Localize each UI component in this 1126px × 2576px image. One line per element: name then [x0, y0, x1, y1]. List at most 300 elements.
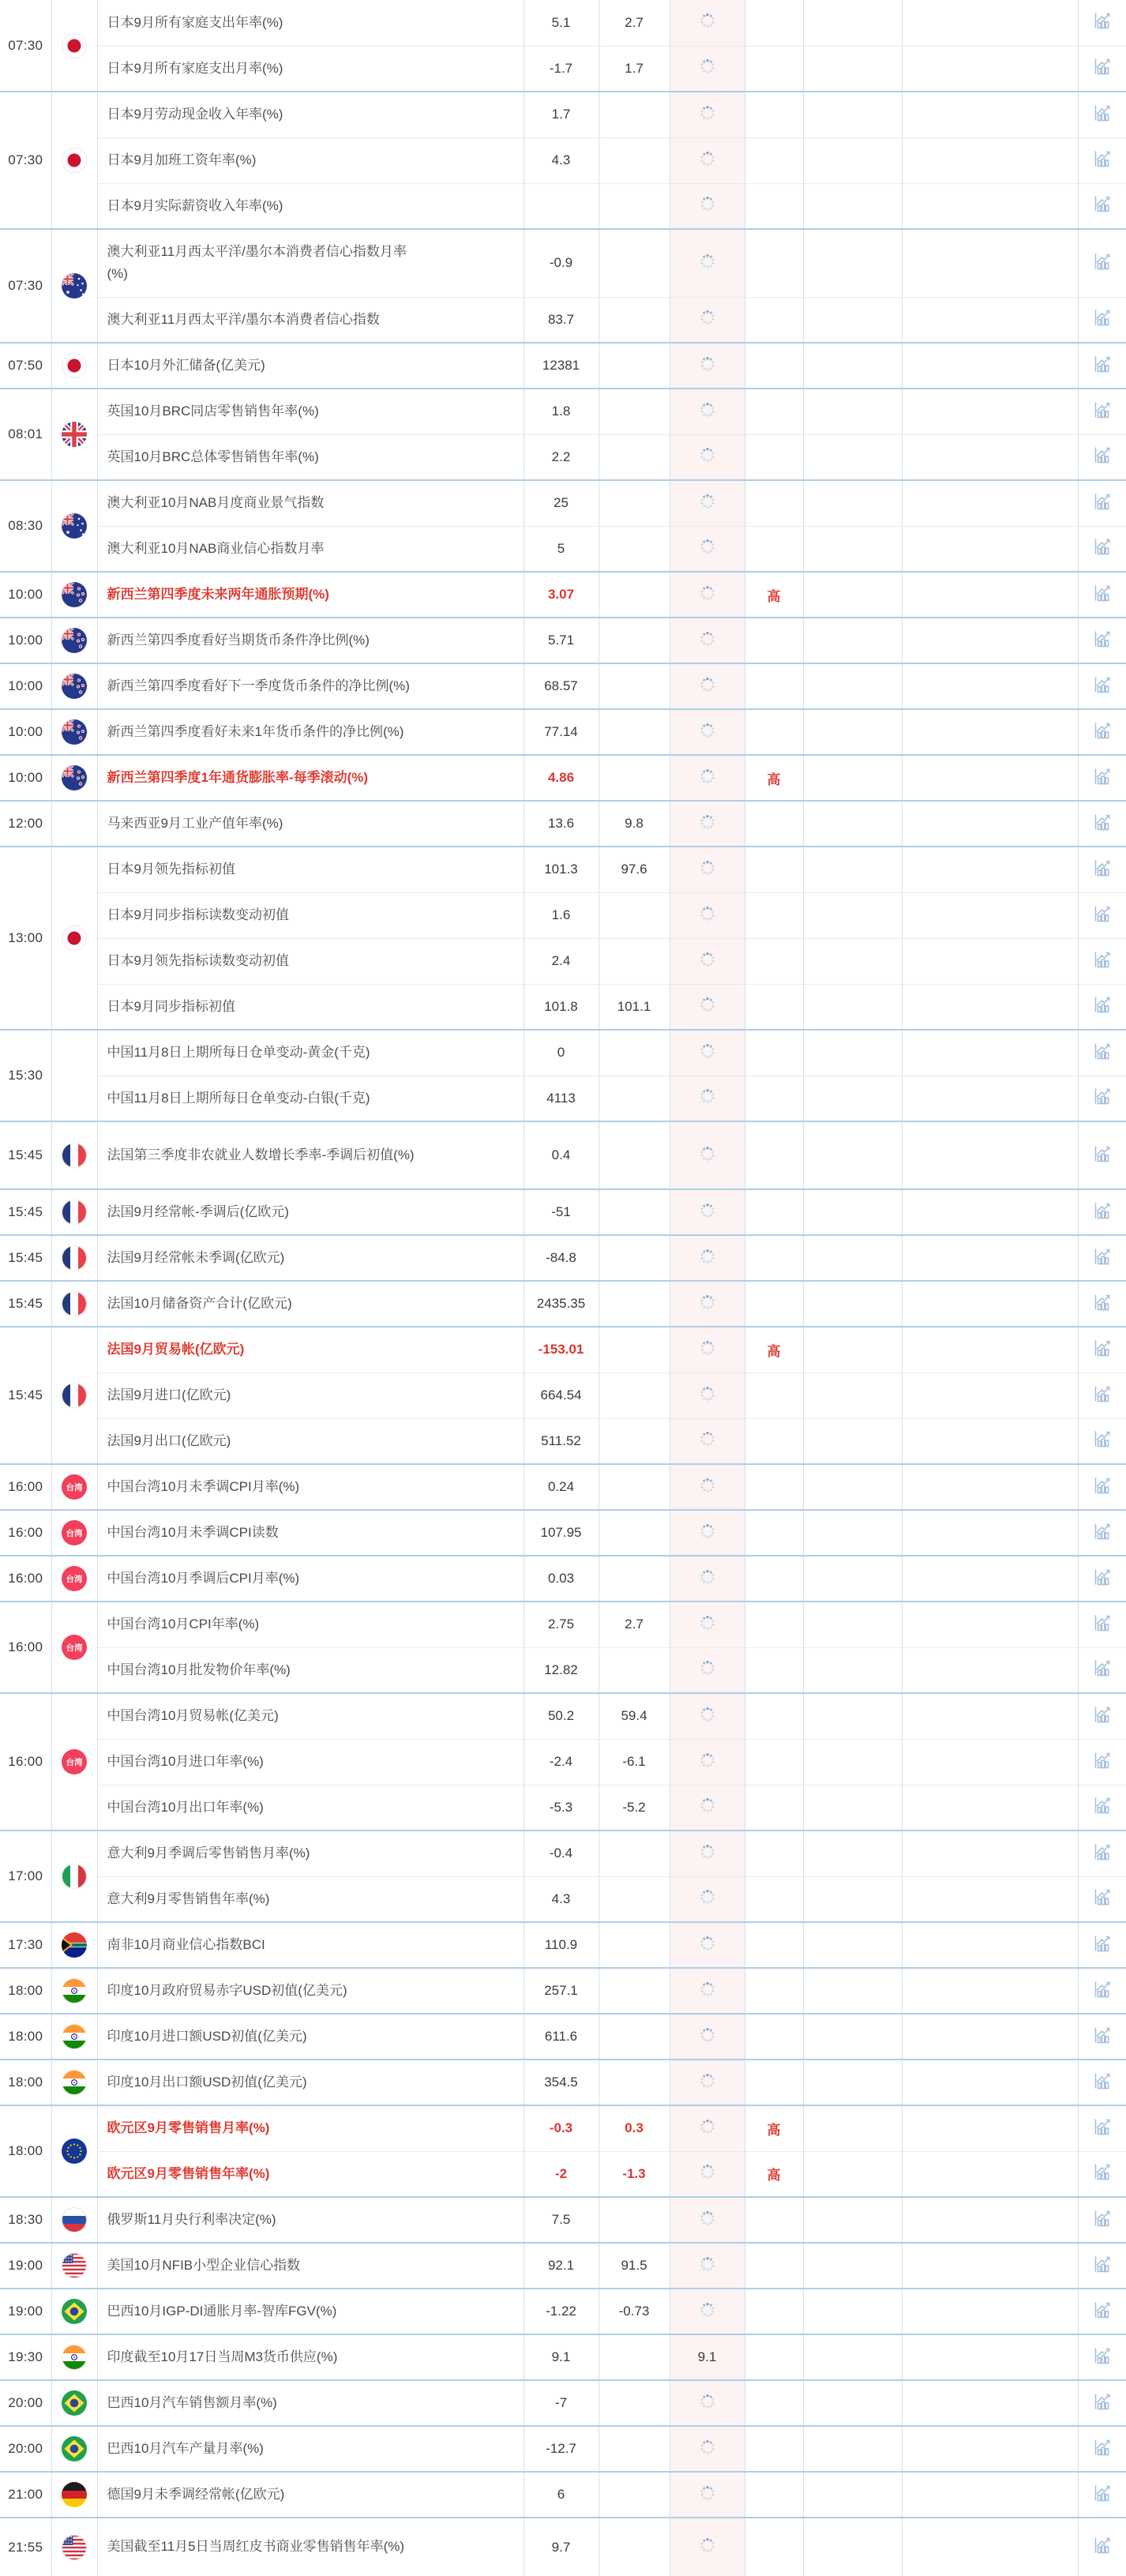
- chart-cell: [1078, 2472, 1126, 2518]
- previous-value: 0: [524, 1030, 599, 1076]
- event-name: 意大利9月零售销售年率(%): [107, 1891, 270, 1906]
- country-flag-cell: [51, 389, 97, 480]
- previous-value: 2.4: [524, 938, 599, 984]
- event-name: 马来西亚9月工业产值年率(%): [107, 815, 283, 831]
- impact-cell: [803, 984, 902, 1030]
- impact-cell: [803, 2289, 902, 2334]
- india-flag: [62, 2024, 87, 2049]
- forecast-value: [599, 1281, 670, 1327]
- analysis-cell: [902, 2426, 1078, 2472]
- importance-cell: [745, 1693, 803, 1739]
- chart-cell: [1078, 1968, 1126, 2014]
- analysis-cell: [902, 297, 1078, 343]
- chart-icon[interactable]: [1092, 536, 1113, 557]
- event-name: 中国11月8日上期所每日仓单变动-白银(千克): [107, 1090, 370, 1106]
- india-flag: [62, 1978, 87, 2003]
- previous-value: 4.3: [524, 1876, 599, 1922]
- published-value-cell: [670, 1372, 745, 1418]
- event-name-cell: [97, 984, 524, 1030]
- event-name: 意大利9月季调后零售销售月率(%): [107, 1846, 310, 1861]
- loading-spinner-icon: [699, 2439, 716, 2456]
- chart-icon[interactable]: [1092, 1086, 1113, 1106]
- country-flag-cell: [51, 1281, 97, 1327]
- loading-spinner-icon: [699, 1202, 716, 1219]
- importance-cell: [745, 1372, 803, 1418]
- chart-icon[interactable]: [1092, 2437, 1113, 2458]
- time-label: 07:30: [0, 0, 51, 92]
- event-name: 德国9月未季调经常帐(亿欧元): [107, 2486, 285, 2502]
- importance-cell: [745, 2060, 803, 2105]
- impact-cell: [803, 663, 902, 709]
- loading-spinner-icon: [699, 2210, 716, 2227]
- chart-icon[interactable]: [1092, 491, 1113, 512]
- importance-cell: [745, 1876, 803, 1922]
- chart-icon[interactable]: [1092, 2116, 1113, 2137]
- germany-flag: [62, 2482, 87, 2507]
- event-name-cell: [97, 183, 524, 229]
- chart-icon[interactable]: [1092, 674, 1113, 695]
- calendar-row: [0, 1372, 1126, 1418]
- published-value-cell: [670, 389, 745, 434]
- chart-icon[interactable]: [1092, 720, 1113, 741]
- importance-cell: [745, 480, 803, 526]
- time-label: 17:00: [0, 1831, 51, 1922]
- event-name-cell: [97, 1785, 524, 1831]
- event-name-cell: [97, 2426, 524, 2472]
- time-label: 12:00: [0, 801, 51, 847]
- forecast-value: [599, 480, 670, 526]
- chart-icon[interactable]: [1092, 858, 1113, 878]
- impact-cell: [803, 938, 902, 984]
- loading-spinner-icon: [699, 722, 716, 739]
- taiwan-badge: [62, 1635, 87, 1660]
- chart-cell: [1078, 389, 1126, 434]
- published-value-cell: [670, 1464, 745, 1510]
- forecast-value: [599, 1418, 670, 1464]
- chart-icon[interactable]: [1092, 1658, 1113, 1678]
- chart-icon[interactable]: [1092, 1475, 1113, 1496]
- event-name: 南非10月商业信心指数BCI: [107, 1936, 265, 1952]
- calendar-row: [0, 46, 1126, 92]
- uk-flag: [62, 422, 87, 447]
- previous-value: 77.14: [524, 709, 599, 755]
- calendar-row: [0, 1235, 1126, 1281]
- calendar-row: [0, 847, 1126, 892]
- calendar-row: [0, 1556, 1126, 1602]
- calendar-row: [0, 2151, 1126, 2197]
- loading-spinner-icon: [699, 2301, 716, 2319]
- event-name-cell: [97, 1922, 524, 1968]
- chart-icon[interactable]: [1092, 1933, 1113, 1954]
- chart-cell: [1078, 1372, 1126, 1418]
- country-flag-cell: [51, 0, 97, 92]
- chart-icon[interactable]: [1092, 2483, 1113, 2503]
- loading-spinner-icon: [699, 2163, 716, 2180]
- forecast-value: [599, 2380, 670, 2426]
- importance-cell: [745, 434, 803, 480]
- calendar-row: [0, 1510, 1126, 1556]
- calendar-row: [0, 1785, 1126, 1831]
- event-name-cell: [97, 2060, 524, 2105]
- chart-icon[interactable]: [1092, 2345, 1113, 2366]
- impact-cell: [803, 1647, 902, 1693]
- chart-icon[interactable]: [1092, 1246, 1113, 1267]
- importance-cell: [745, 137, 803, 183]
- event-name: 中国台湾10月批发物价年率(%): [107, 1662, 291, 1677]
- event-name-cell: [97, 755, 524, 801]
- loading-spinner-icon: [699, 195, 716, 212]
- chart-cell: [1078, 480, 1126, 526]
- time-label: 07:30: [0, 92, 51, 229]
- event-name: 澳大利亚10月NAB商业信心指数月率: [107, 540, 325, 556]
- event-name: 法国9月进口(亿欧元): [107, 1387, 231, 1403]
- chart-icon[interactable]: [1092, 766, 1113, 787]
- published-value-cell: [670, 847, 745, 892]
- importance-cell: [745, 1602, 803, 1647]
- chart-cell: [1078, 229, 1126, 297]
- chart-icon[interactable]: [1092, 1842, 1113, 1862]
- event-name-cell: [97, 229, 524, 297]
- chart-icon[interactable]: [1092, 2025, 1113, 2045]
- impact-cell: [803, 526, 902, 572]
- importance-cell: [745, 2518, 803, 2576]
- calendar-row: [0, 2380, 1126, 2426]
- india-flag: [62, 2070, 87, 2095]
- chart-cell: [1078, 2243, 1126, 2289]
- calendar-row: [0, 755, 1126, 801]
- chart-cell: [1078, 2014, 1126, 2060]
- calendar-row: [0, 2426, 1126, 2472]
- chart-icon[interactable]: [1092, 1979, 1113, 2000]
- calendar-row: [0, 2518, 1126, 2576]
- chart-icon[interactable]: [1092, 629, 1113, 649]
- calendar-row: [0, 1739, 1126, 1785]
- loading-spinner-icon: [699, 1843, 716, 1861]
- analysis-cell: [902, 1556, 1078, 1602]
- chart-cell: [1078, 572, 1126, 618]
- forecast-value: [599, 1076, 670, 1121]
- event-name: 法国9月出口(亿欧元): [107, 1433, 231, 1448]
- analysis-cell: [902, 0, 1078, 46]
- time-label: 07:50: [0, 343, 51, 389]
- forecast-value: [599, 343, 670, 389]
- chart-icon[interactable]: [1092, 1384, 1113, 1404]
- country-flag-cell: [51, 572, 97, 618]
- taiwan-badge: [62, 1566, 87, 1591]
- importance-cell: [745, 1281, 803, 1327]
- chart-icon[interactable]: [1092, 2208, 1113, 2229]
- chart-icon[interactable]: [1092, 1338, 1113, 1358]
- chart-icon[interactable]: [1092, 1143, 1113, 1164]
- event-name-cell: [97, 2334, 524, 2380]
- chart-icon[interactable]: [1092, 1704, 1113, 1725]
- chart-icon[interactable]: [1092, 400, 1113, 420]
- time-label: 20:00: [0, 2380, 51, 2426]
- calendar-row: [0, 526, 1126, 572]
- event-name-cell: [97, 46, 524, 92]
- forecast-value: [599, 92, 670, 137]
- chart-cell: [1078, 343, 1126, 389]
- importance-cell: [745, 1189, 803, 1235]
- analysis-cell: [902, 2060, 1078, 2105]
- event-name: 法国9月经常帐未季调(亿欧元): [107, 1249, 285, 1265]
- country-flag-cell: [51, 343, 97, 389]
- chart-cell: [1078, 892, 1126, 938]
- loading-spinner-icon: [699, 493, 716, 510]
- analysis-cell: [902, 1647, 1078, 1693]
- usa-flag: [62, 2253, 87, 2278]
- event-name-cell: [97, 1876, 524, 1922]
- brazil-flag: [62, 2390, 87, 2416]
- importance-cell: [745, 1739, 803, 1785]
- loading-spinner-icon: [699, 401, 716, 419]
- forecast-value: [599, 755, 670, 801]
- importance-cell: [745, 0, 803, 46]
- loading-spinner-icon: [699, 2118, 716, 2135]
- forecast-value: 101.1: [599, 984, 670, 1030]
- forecast-value: [599, 2334, 670, 2380]
- calendar-row: [0, 984, 1126, 1030]
- impact-cell: [803, 2472, 902, 2518]
- previous-value: -5.3: [524, 1785, 599, 1831]
- previous-value: -0.4: [524, 1831, 599, 1876]
- importance-cell: [745, 663, 803, 709]
- analysis-cell: [902, 46, 1078, 92]
- chart-icon[interactable]: [1092, 903, 1113, 924]
- impact-cell: [803, 183, 902, 229]
- country-flag-cell: [51, 2426, 97, 2472]
- time-label: 16:00: [0, 1602, 51, 1693]
- chart-icon[interactable]: [1092, 10, 1113, 31]
- analysis-cell: [902, 1327, 1078, 1372]
- analysis-cell: [902, 1922, 1078, 1968]
- calendar-row: [0, 1121, 1126, 1189]
- event-name-cell: [97, 1030, 524, 1076]
- time-label: 16:00: [0, 1556, 51, 1602]
- chart-icon[interactable]: [1092, 1292, 1113, 1312]
- event-name: 日本9月同步指标读数变动初值: [107, 907, 289, 922]
- impact-cell: [803, 2426, 902, 2472]
- published-value-cell: [670, 2380, 745, 2426]
- chart-icon[interactable]: [1092, 583, 1113, 603]
- published-value-cell: [670, 1030, 745, 1076]
- chart-cell: [1078, 2426, 1126, 2472]
- previous-value: 2.2: [524, 434, 599, 480]
- event-name: 欧元区9月零售销售月率(%): [107, 2120, 270, 2136]
- country-flag-cell: [51, 1510, 97, 1556]
- chart-icon[interactable]: [1092, 1613, 1113, 1633]
- chart-icon[interactable]: [1092, 445, 1113, 465]
- country-flag-cell: [51, 229, 97, 343]
- published-value-cell: [670, 2151, 745, 2197]
- chart-icon[interactable]: [1092, 354, 1113, 374]
- impact-cell: [803, 2243, 902, 2289]
- previous-value: 6: [524, 2472, 599, 2518]
- country-flag-cell: [51, 1327, 97, 1464]
- impact-cell: [803, 618, 902, 663]
- calendar-row: [0, 183, 1126, 229]
- calendar-row: [0, 801, 1126, 847]
- event-name: 新西兰第四季度未来两年通胀预期(%): [107, 586, 329, 602]
- calendar-row: [0, 343, 1126, 389]
- country-flag-cell: [51, 1121, 97, 1189]
- loading-spinner-icon: [699, 355, 716, 373]
- calendar-row: [0, 2243, 1126, 2289]
- forecast-value: [599, 2060, 670, 2105]
- time-label: 18:30: [0, 2197, 51, 2243]
- australia-flag: [62, 273, 87, 299]
- event-name: 日本9月同步指标初值: [107, 998, 235, 1014]
- impact-cell: [803, 0, 902, 46]
- impact-cell: [803, 1327, 902, 1372]
- published-value-cell: [670, 183, 745, 229]
- time-label: 18:00: [0, 2105, 51, 2197]
- forecast-value: [599, 938, 670, 984]
- time-label: 16:00: [0, 1693, 51, 1831]
- forecast-value: [599, 892, 670, 938]
- event-name: 新西兰第四季度1年通货膨胀率-每季滚动(%): [107, 769, 369, 785]
- time-label: 17:30: [0, 1922, 51, 1968]
- country-flag-cell: [51, 1831, 97, 1922]
- chart-icon[interactable]: [1092, 1429, 1113, 1449]
- chart-cell: [1078, 2289, 1126, 2334]
- event-name-cell: [97, 2014, 524, 2060]
- importance-cell: [745, 297, 803, 343]
- chart-icon[interactable]: [1092, 949, 1113, 970]
- chart-cell: [1078, 2380, 1126, 2426]
- chart-icon[interactable]: [1092, 1750, 1113, 1771]
- chart-icon[interactable]: [1092, 148, 1113, 169]
- country-flag-cell: [51, 480, 97, 572]
- loading-spinner-icon: [699, 768, 716, 785]
- impact-cell: [803, 1876, 902, 1922]
- chart-icon[interactable]: [1092, 251, 1113, 272]
- loading-spinner-icon: [699, 58, 716, 75]
- event-name-cell: [97, 1831, 524, 1876]
- analysis-cell: [902, 137, 1078, 183]
- calendar-row: [0, 2334, 1126, 2380]
- importance-cell: [745, 1922, 803, 1968]
- calendar-row: [0, 92, 1126, 137]
- published-value-cell: [670, 92, 745, 137]
- event-name: 中国台湾10月出口年率(%): [107, 1799, 264, 1815]
- chart-cell: [1078, 2197, 1126, 2243]
- analysis-cell: [902, 1602, 1078, 1647]
- published-value-cell: [670, 709, 745, 755]
- event-name: 日本9月劳动现金收入年率(%): [107, 107, 283, 122]
- chart-icon[interactable]: [1092, 103, 1113, 123]
- calendar-row: [0, 229, 1126, 297]
- impact-cell: [803, 1831, 902, 1876]
- previous-value: [524, 183, 599, 229]
- chart-icon[interactable]: [1092, 2071, 1113, 2091]
- chart-icon[interactable]: [1092, 2391, 1113, 2412]
- importance-cell: [745, 2380, 803, 2426]
- importance-cell: [745, 92, 803, 137]
- published-value-cell: [670, 755, 745, 801]
- chart-icon[interactable]: [1092, 1795, 1113, 1816]
- impact-cell: [803, 755, 902, 801]
- forecast-value: [599, 1189, 670, 1235]
- time-label: 18:00: [0, 2014, 51, 2060]
- impact-cell: [803, 1189, 902, 1235]
- previous-value: 1.8: [524, 389, 599, 434]
- analysis-cell: [902, 572, 1078, 618]
- loading-spinner-icon: [699, 584, 716, 602]
- chart-icon[interactable]: [1092, 994, 1113, 1015]
- importance-cell: [745, 229, 803, 297]
- event-name: 法国10月储备资产合计(亿欧元): [107, 1295, 292, 1311]
- event-name: 中国11月8日上期所每日仓单变动-黄金(千克): [107, 1045, 370, 1061]
- chart-icon[interactable]: [1092, 1041, 1113, 1061]
- chart-icon[interactable]: [1092, 307, 1113, 328]
- taiwan-badge: [62, 1520, 87, 1545]
- chart-icon[interactable]: [1092, 2254, 1113, 2274]
- forecast-value: [599, 2426, 670, 2472]
- calendar-row: [0, 1693, 1126, 1739]
- analysis-cell: [902, 1785, 1078, 1831]
- importance-cell: [745, 2334, 803, 2380]
- previous-value: 9.1: [524, 2334, 599, 2380]
- time-label: 16:00: [0, 1464, 51, 1510]
- importance-cell: [745, 1418, 803, 1464]
- forecast-value: 0.3: [599, 2105, 670, 2151]
- chart-icon[interactable]: [1092, 1200, 1113, 1221]
- time-label: 10:00: [0, 618, 51, 663]
- impact-cell: [803, 1693, 902, 1739]
- event-name-cell: [97, 847, 524, 892]
- chart-icon[interactable]: [1092, 1887, 1113, 1907]
- importance-cell: [745, 1556, 803, 1602]
- impact-cell: [803, 434, 902, 480]
- analysis-cell: [902, 1281, 1078, 1327]
- country-flag-cell: [51, 2060, 97, 2105]
- loading-spinner-icon: [699, 2484, 716, 2502]
- australia-flag: [62, 513, 87, 539]
- event-name-cell: [97, 1739, 524, 1785]
- importance-cell: [745, 709, 803, 755]
- chart-icon[interactable]: [1092, 193, 1113, 214]
- chart-cell: [1078, 1076, 1126, 1121]
- analysis-cell: [902, 1510, 1078, 1556]
- chart-icon[interactable]: [1092, 2161, 1113, 2182]
- importance-cell: [745, 2289, 803, 2334]
- chart-icon[interactable]: [1092, 812, 1113, 832]
- event-name: 法国9月贸易帐(亿欧元): [107, 1342, 245, 1357]
- previous-value: 511.52: [524, 1418, 599, 1464]
- calendar-row: [0, 1647, 1126, 1693]
- chart-icon[interactable]: [1092, 2300, 1113, 2320]
- published-value-cell: [670, 1510, 745, 1556]
- chart-icon[interactable]: [1092, 1521, 1113, 1541]
- chart-icon[interactable]: [1092, 1567, 1113, 1587]
- time-label: 15:45: [0, 1235, 51, 1281]
- south-africa-flag: [62, 1932, 87, 1958]
- published-value-cell: [670, 1831, 745, 1876]
- country-flag-cell: [51, 1968, 97, 2014]
- event-name: 印度10月出口额USD初值(亿美元): [107, 2074, 307, 2090]
- event-name: 日本10月外汇储备(亿美元): [107, 357, 265, 373]
- importance-cell: 高: [745, 1327, 803, 1372]
- chart-cell: [1078, 1693, 1126, 1739]
- event-name: 巴西10月IGP-DI通胀月率-智库FGV(%): [107, 2303, 337, 2319]
- loading-spinner-icon: [699, 2537, 716, 2554]
- analysis-cell: [902, 2151, 1078, 2197]
- chart-icon[interactable]: [1092, 2535, 1113, 2555]
- analysis-cell: [902, 1968, 1078, 2014]
- chart-icon[interactable]: [1092, 56, 1113, 77]
- importance-cell: [745, 2243, 803, 2289]
